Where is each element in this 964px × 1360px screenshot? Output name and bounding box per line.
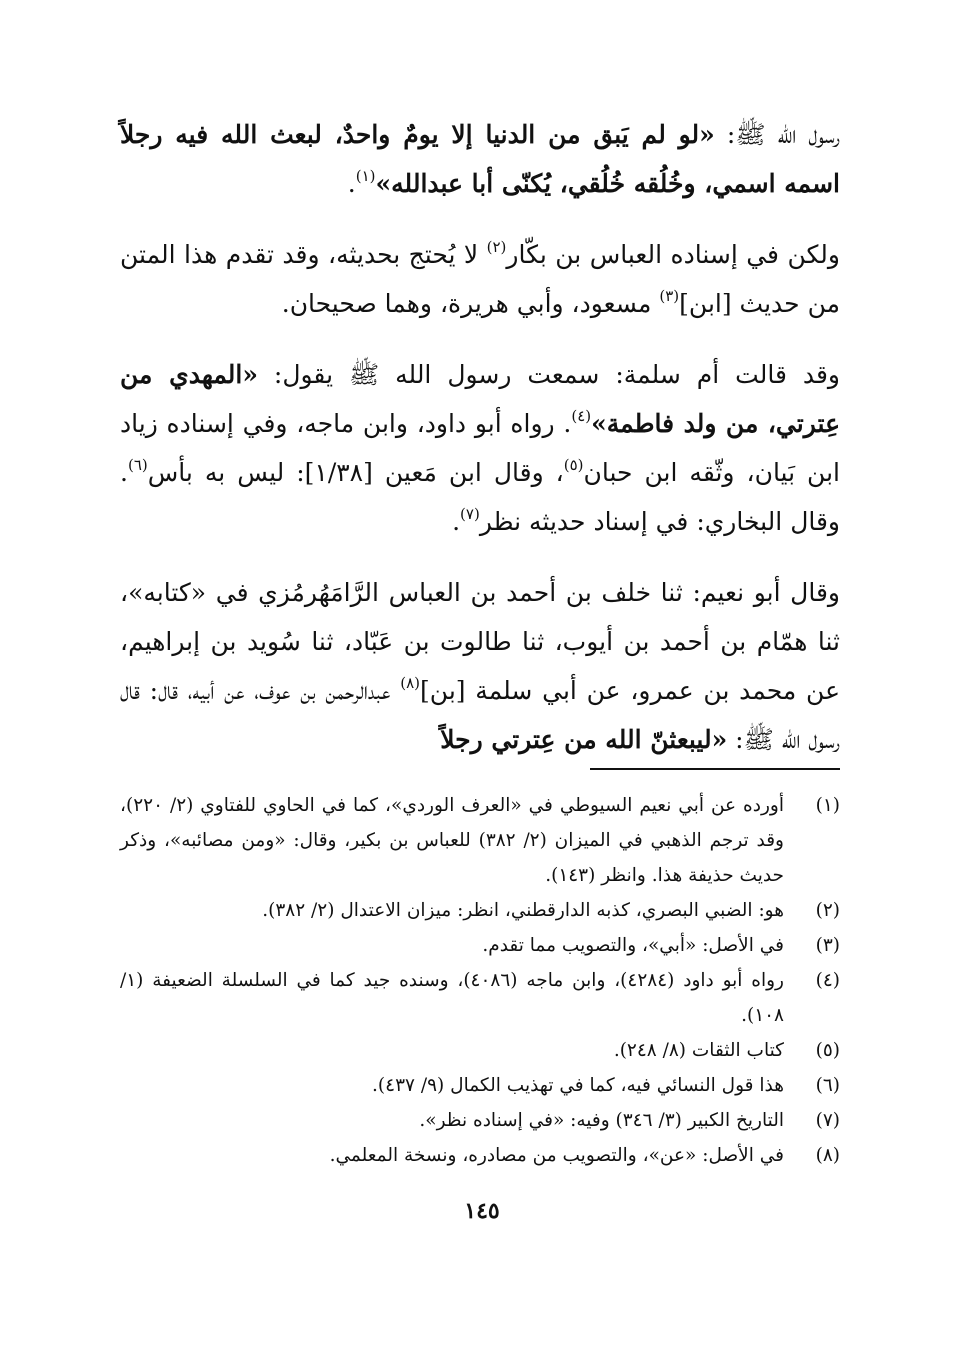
footnotes bbox=[120, 788, 842, 1173]
footnote-text: في الأصل: «عن»، والتصويب من مصادره، ونسخة المعلمي. bbox=[329, 1145, 784, 1166]
footnote-4 bbox=[120, 963, 842, 1033]
paragraph-3 bbox=[120, 350, 840, 546]
body-text: ولكن في إسناده العباس بن بكّار bbox=[506, 240, 840, 269]
footnote-number: (٤) bbox=[815, 970, 840, 991]
footnote-text: أورده عن أبي نعيم السيوطي في «العرف الوردي»، كما في الحاوي للفتاوي (٢/ ٢٢٠)، وقد ترجم الذهبي في الميزان (٢/ ٣٨٢) للعباس بن بكير، وقال: «ومن مصائبه»، وذكر حديث حذيفة هذا. وانظر (١٤٣). bbox=[120, 795, 784, 886]
footnote-1 bbox=[120, 788, 842, 893]
body-text: . وقال البخاري: في إسناد حديثه نظر bbox=[120, 458, 840, 536]
footnote-divider bbox=[590, 768, 840, 770]
footnote-number: (٢) bbox=[815, 900, 840, 921]
main-text bbox=[120, 110, 840, 786]
body-text: وقال أبو نعيم: ثنا خلف بن أحمد بن العباس الرَّامَهُرمُزي في «كتابه»، ثنا همّام بن أحمد بن أيوب، ثنا طالوت بن عَبّاد، ثنا سُويد بن إبراهيم، عن محمد بن عمرو، عن أبي سلمة [بن] bbox=[120, 578, 840, 705]
body-text: . bbox=[452, 507, 461, 536]
footnote-number: (٥) bbox=[815, 1040, 840, 1061]
footnote-6 bbox=[120, 1068, 842, 1103]
footnote-text: التاريخ الكبير (٣/ ٣٤٦) وفيه: «في إسناده نظر». bbox=[419, 1110, 784, 1131]
quoted-hadith-text: «ليبعثنّ الله من عِترتي رجلاً bbox=[440, 725, 728, 754]
footnote-8 bbox=[120, 1138, 842, 1173]
paragraph-2 bbox=[120, 230, 840, 328]
footnote-number: (١) bbox=[815, 795, 840, 816]
body-text: . bbox=[347, 169, 356, 198]
footnote-ref: (٤) bbox=[571, 406, 592, 425]
page-number: ١٤٥ bbox=[464, 1198, 500, 1224]
footnote-text: رواه أبو داود (٤٢٨٤)، وابن ماجه (٤٠٨٦)، وسنده جيد كما في السلسلة الضعيفة (١/ ١٠٨). bbox=[120, 970, 784, 1026]
footnote-ref: (٧) bbox=[460, 504, 480, 523]
body-text: عبدالرحمن بن عوف، عن أبيه، قال: قال رسول الله ﷺ: bbox=[120, 676, 840, 754]
body-text: . رواه أبو داود، وابن ماجه، وفي إسناده زياد ابن بَيان، وثّقه ابن حبان bbox=[120, 409, 840, 487]
footnote-3 bbox=[120, 928, 842, 963]
footnote-ref: (٢) bbox=[486, 237, 507, 256]
body-text: مسعود، وأبي هريرة، وهما صحيحان. bbox=[281, 289, 660, 318]
body-text: ، وقال ابن مَعين [١/٣٨]: ليس به بأس bbox=[147, 458, 564, 487]
footnote-ref: (١) bbox=[355, 166, 376, 185]
body-text: رسول الله ﷺ: bbox=[714, 120, 840, 149]
footnote-7 bbox=[120, 1103, 842, 1138]
footnote-text: كتاب الثقات (٨/ ٢٤٨). bbox=[613, 1040, 784, 1061]
footnote-text: في الأصل: «أبي»، والتصويب مما تقدم. bbox=[482, 935, 784, 956]
footnote-text: هذا قول النسائي فيه، كما في تهذيب الكمال (٩/ ٤٣٧). bbox=[372, 1075, 784, 1096]
body-text: لا يُحتج بحديثه، وقد تقدم هذا المتن من حديث [ابن] bbox=[120, 240, 840, 318]
footnote-number: (٦) bbox=[815, 1075, 840, 1096]
footnote-ref: (٣) bbox=[659, 286, 680, 305]
body-text: وقد قالت أم سلمة: سمعت رسول الله ﷺ يقول: bbox=[257, 360, 840, 389]
footnote-text: هو: الضبي البصري، كذبه الدارقطني، انظر: ميزان الاعتدال (٢/ ٣٨٢). bbox=[262, 900, 784, 921]
footnote-number: (٨) bbox=[815, 1145, 840, 1166]
footnote-5 bbox=[120, 1033, 842, 1068]
footnote-ref: (٨) bbox=[400, 673, 421, 692]
quoted-hadith-text: «المهدي من عِترتي، من ولد فاطمة» bbox=[120, 360, 840, 438]
footnote-ref: (٥) bbox=[563, 455, 584, 474]
footnote-ref: (٦) bbox=[127, 455, 148, 474]
paragraph-4 bbox=[120, 568, 840, 764]
footnote-number: (٣) bbox=[815, 935, 840, 956]
quoted-hadith-text: «لو لم يَبق من الدنيا إلا يومٌ واحدٌ، لبعث الله فيه رجلاً اسمه اسمي، وخُلُقه خُلُقي، يُكنّى أبا عبدالله» bbox=[120, 120, 840, 198]
paragraph-1 bbox=[120, 110, 840, 208]
footnote-number: (٧) bbox=[815, 1110, 840, 1131]
footnote-2 bbox=[120, 893, 842, 928]
